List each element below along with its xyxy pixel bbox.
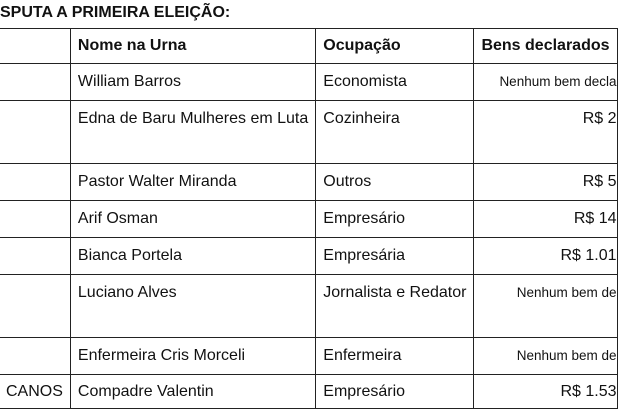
column-header-assets: Bens declarados [474, 29, 617, 64]
party-cell [0, 101, 70, 164]
column-header-party [0, 29, 70, 64]
table-row [0, 275, 617, 338]
party-cell [0, 164, 70, 201]
name-cell: Luciano Alves [70, 275, 315, 338]
assets-cell: Nenhum bem de [474, 338, 617, 375]
occupation-cell: Empresária [316, 238, 474, 275]
name-cell: William Barros [70, 64, 315, 101]
assets-cell: R$ 1.01 [474, 238, 617, 275]
party-cell [0, 275, 70, 338]
name-cell: Arif Osman [70, 201, 315, 238]
table-row [0, 338, 617, 375]
party-cell [0, 201, 70, 238]
table-row [0, 164, 617, 201]
occupation-cell: Empresário [316, 375, 474, 409]
party-cell [0, 338, 70, 375]
table-row [0, 201, 617, 238]
name-cell: Edna de Baru Mulheres em Luta [70, 101, 315, 164]
table-row [0, 238, 617, 275]
occupation-cell: Enfermeira [316, 338, 474, 375]
assets-cell: R$ 1.53 [474, 375, 617, 409]
assets-cell: R$ 2 [474, 101, 617, 164]
occupation-cell: Cozinheira [316, 101, 474, 164]
name-cell: Enfermeira Cris Morceli [70, 338, 315, 375]
table-header-row [0, 29, 617, 64]
occupation-cell: Jornalista e Redator [316, 275, 474, 338]
page-heading: SPUTA A PRIMEIRA ELEIÇÃO: [0, 4, 231, 21]
party-cell [0, 238, 70, 275]
table-row [0, 101, 617, 164]
candidates-table [0, 28, 618, 409]
column-header-occupation: Ocupação [316, 29, 474, 64]
assets-cell: Nenhum bem decla [474, 64, 617, 101]
table-row [0, 375, 617, 409]
occupation-cell: Outros [316, 164, 474, 201]
name-cell: Pastor Walter Miranda [70, 164, 315, 201]
column-header-name: Nome na Urna [70, 29, 315, 64]
assets-cell: R$ 5 [474, 164, 617, 201]
occupation-cell: Empresário [316, 201, 474, 238]
name-cell: Bianca Portela [70, 238, 315, 275]
assets-cell: R$ 14 [474, 201, 617, 238]
name-cell: Compadre Valentin [70, 375, 315, 409]
assets-cell: Nenhum bem de [474, 275, 617, 338]
occupation-cell: Economista [316, 64, 474, 101]
party-cell [0, 64, 70, 101]
table-row [0, 64, 617, 101]
party-cell: CANOS [0, 375, 70, 409]
